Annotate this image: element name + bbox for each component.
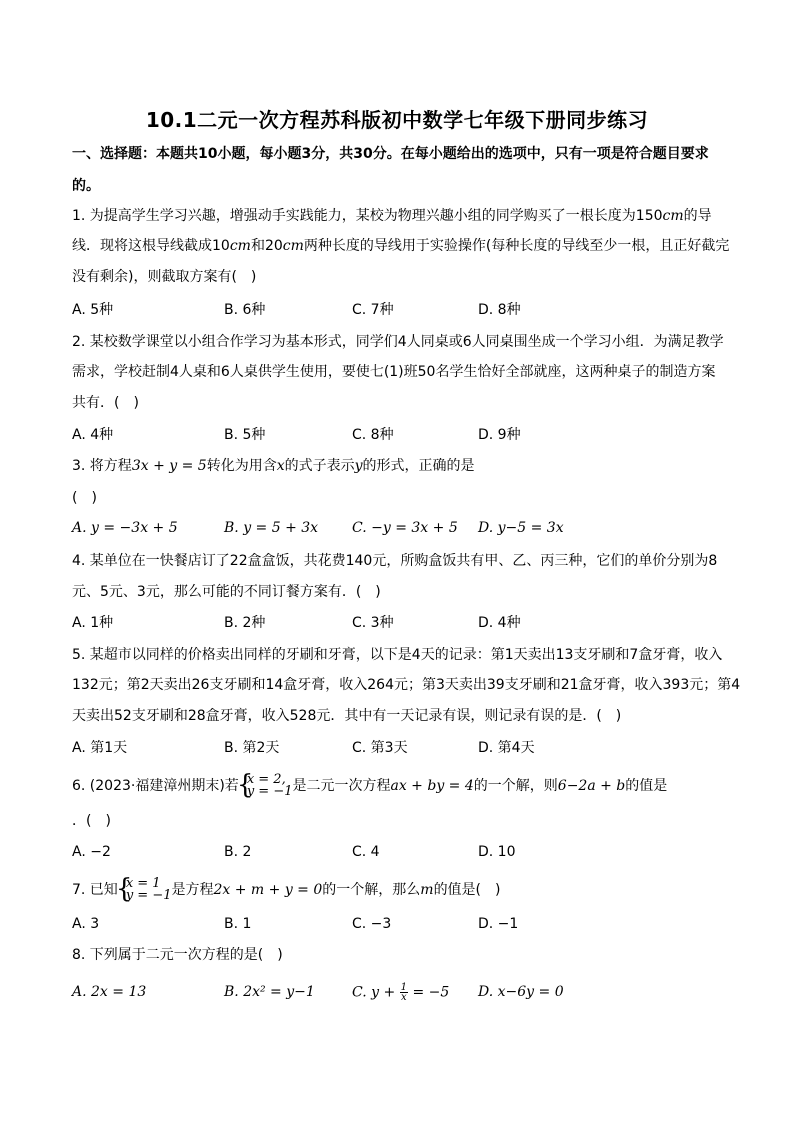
q3-option-a[interactable]: A. y = −3x + 5 <box>72 520 178 536</box>
q6-text: 6. (2023·福建漳州期末)若 <box>72 778 239 794</box>
q6-equation: ax + by = 4 <box>390 778 474 794</box>
q1-option-c[interactable]: C. 7种 <box>352 302 394 318</box>
q5-line3: 天卖出52支牙刷和28盒牙膏，收入528元．其中有一天记录有误，则记录有误的是．( ) <box>72 708 622 724</box>
q1-option-b[interactable]: B. 6种 <box>224 302 266 318</box>
q7-system-row: y = −1 <box>125 888 172 903</box>
q6-system-row: y = −1 <box>246 784 293 799</box>
q8-option-a[interactable]: A. 2x = 13 <box>72 984 147 1000</box>
q7-text: 的值是( ) <box>433 882 501 898</box>
q2-option-b[interactable]: B. 5种 <box>224 427 266 443</box>
q1-text: 线．现将这根导线截成10 <box>72 238 230 254</box>
q1-unit: cm <box>662 208 684 224</box>
q3-options <box>72 519 722 537</box>
q4-option-a[interactable]: A. 1种 <box>72 615 114 631</box>
q7-options <box>72 915 722 933</box>
fraction-denominator: x <box>401 992 407 1003</box>
q6-expression: 6−2a + b <box>557 778 626 794</box>
q3-line1 <box>72 457 475 475</box>
q1-text: 的导 <box>683 208 712 224</box>
q6-line1 <box>72 774 667 798</box>
section-heading-line2: 的。 <box>72 178 100 194</box>
q3-text: 转化为用含 <box>206 458 277 474</box>
q5-line2: 132元；第2天卖出26支牙刷和14盒牙膏，收入264元；第3天卖出39支牙刷和21盒牙膏，收入393元；第4 <box>72 677 741 693</box>
q8-option-c-suffix: = −5 <box>412 984 450 1001</box>
q7-option-c[interactable]: C. −3 <box>352 916 392 932</box>
q5-options <box>72 739 722 757</box>
q5-option-c[interactable]: C. 第3天 <box>352 740 408 756</box>
q6-line2: ．( ) <box>72 813 111 829</box>
q3-var-y: y <box>354 458 363 474</box>
q8-options <box>72 983 722 1001</box>
fraction-numerator: 1 <box>400 982 408 993</box>
q1-unit: cm <box>282 238 304 254</box>
q7-system-row: { x = 1 <box>125 876 161 891</box>
q8-option-d[interactable]: D. x−6y = 0 <box>478 984 564 1000</box>
q6-options <box>72 843 722 861</box>
q7-option-b[interactable]: B. 1 <box>224 916 252 932</box>
q6-system-row: { x = 2, <box>246 772 286 787</box>
q7-text: 是方程 <box>171 882 214 898</box>
q7-equation-system <box>118 878 172 902</box>
q1-options <box>72 301 722 319</box>
q8-option-c[interactable] <box>352 983 449 1002</box>
q1-line2 <box>72 237 729 255</box>
q8-line1: 8. 下列属于二元一次方程的是( ) <box>72 947 283 963</box>
q2-line1: 2. 某校数学课堂以小组合作学习为基本形式，同学们4人同桌或6人同桌围坐成一个学习小组．为满足教学 <box>72 334 724 350</box>
q1-unit: cm <box>229 238 251 254</box>
q1-option-d[interactable]: D. 8种 <box>478 302 521 318</box>
q2-option-a[interactable]: A. 4种 <box>72 427 114 443</box>
q1-text: 1. 为提高学生学习兴趣，增强动手实践能力，某校为物理兴趣小组的同学购买了一根长度为150 <box>72 208 663 224</box>
q6-option-b[interactable]: B. 2 <box>224 844 252 860</box>
q7-var-m: m <box>420 882 434 898</box>
q3-equation: 3x + y = 5 <box>131 458 207 474</box>
q1-line3: 没有剩余)，则截取方案有( ) <box>72 269 257 285</box>
q4-option-b[interactable]: B. 2种 <box>224 615 266 631</box>
q6-text: 是二元一次方程 <box>292 778 391 794</box>
q2-option-d[interactable]: D. 9种 <box>478 427 521 443</box>
q5-line1: 5. 某超市以同样的价格卖出同样的牙刷和牙膏，以下是4天的记录：第1天卖出13支牙刷和7盒牙膏，收入 <box>72 647 723 663</box>
q3-option-c[interactable]: C. −y = 3x + 5 <box>352 520 458 536</box>
q1-text: 两种长度的导线用于实验操作(每种长度的导线至少一根，且正好截完 <box>303 238 730 254</box>
page-title: 10.1二元一次方程苏科版初中数学七年级下册同步练习 <box>145 108 649 132</box>
q2-options <box>72 426 722 444</box>
q6-equation-system <box>239 774 293 798</box>
q2-option-c[interactable]: C. 8种 <box>352 427 394 443</box>
q7-option-a[interactable]: A. 3 <box>72 916 100 932</box>
q8-option-c-fraction <box>400 983 408 1002</box>
q7-text: 的一个解，那么 <box>322 882 421 898</box>
q8-option-c-prefix: C. y + <box>352 984 396 1001</box>
q3-var-x: x <box>276 458 285 474</box>
q6-option-c[interactable]: C. 4 <box>352 844 380 860</box>
q3-text: 的式子表示 <box>284 458 355 474</box>
q4-option-d[interactable]: D. 4种 <box>478 615 521 631</box>
q3-text: 3. 将方程 <box>72 458 132 474</box>
q4-option-c[interactable]: C. 3种 <box>352 615 394 631</box>
q5-option-a[interactable]: A. 第1天 <box>72 740 128 756</box>
q1-line1 <box>72 207 712 225</box>
q7-equation: 2x + m + y = 0 <box>213 882 323 898</box>
q4-line2: 元、5元、3元，那么可能的不同订餐方案有．( ) <box>72 584 381 600</box>
q7-line1 <box>72 878 501 902</box>
q8-option-b[interactable]: B. 2x² = y−1 <box>224 984 315 1000</box>
q7-option-d[interactable]: D. −1 <box>478 916 519 932</box>
q7-text: 7. 已知 <box>72 882 118 898</box>
q5-option-d[interactable]: D. 第4天 <box>478 740 535 756</box>
q3-option-b[interactable]: B. y = 5 + 3x <box>224 520 319 536</box>
section-heading-line1: 一、选择题：本题共10小题，每小题3分，共30分。在每小题给出的选项中，只有一项是符合题目要求 <box>72 146 709 162</box>
q3-option-d[interactable]: D. y−5 = 3x <box>478 520 564 536</box>
q6-text: 的值是 <box>625 778 668 794</box>
q4-options <box>72 614 722 632</box>
q2-line3: 共有．( ) <box>72 395 139 411</box>
q1-option-a[interactable]: A. 5种 <box>72 302 114 318</box>
q6-option-d[interactable]: D. 10 <box>478 844 516 860</box>
q5-option-b[interactable]: B. 第2天 <box>224 740 280 756</box>
q6-text: 的一个解，则 <box>473 778 558 794</box>
q3-line2: ( ) <box>72 490 97 506</box>
q6-option-a[interactable]: A. −2 <box>72 844 111 860</box>
q3-text: 的形式，正确的是 <box>362 458 475 474</box>
q1-text: 和20 <box>250 238 283 254</box>
q2-line2: 需求，学校赶制4人桌和6人桌供学生使用，要使七(1)班50名学生恰好全部就座，这两种桌子的制造方案 <box>72 364 716 380</box>
q4-line1: 4. 某单位在一快餐店订了22盒盒饭，共花费140元，所购盒饭共有甲、乙、丙三种，它们的单价分别为8 <box>72 553 718 569</box>
